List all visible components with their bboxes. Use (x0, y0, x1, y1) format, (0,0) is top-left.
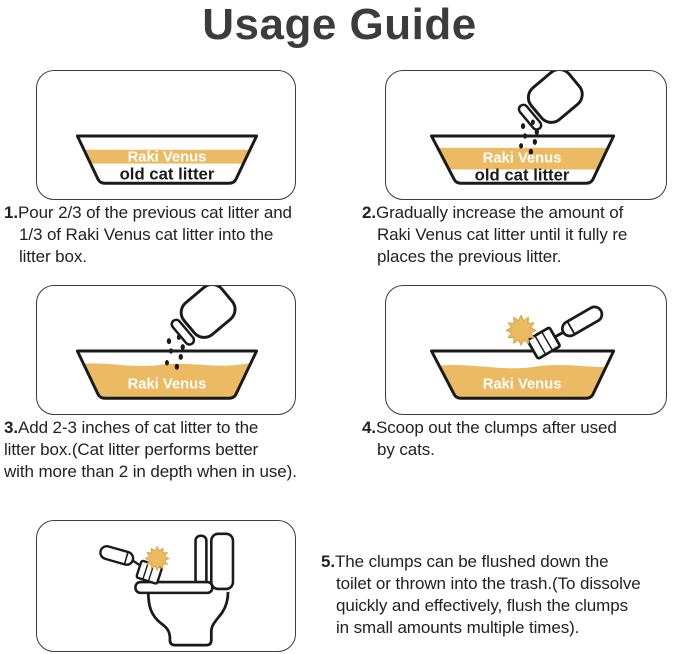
step-3-number: 3. (4, 418, 18, 437)
old-litter-label: old cat litter (119, 164, 215, 184)
step-2-line-3: places the previous litter. (377, 247, 562, 266)
step-4-number: 4. (362, 418, 376, 437)
step-4-line-1: Scoop out the clumps after used (375, 418, 617, 437)
new-litter-label: Raki Venus (127, 376, 207, 393)
toilet-lid (196, 536, 207, 585)
step-2-number: 2. (362, 203, 376, 222)
step-5-text (321, 551, 679, 639)
litter-box-pouring-graphic (386, 71, 666, 199)
new-litter-label: Raki Venus (127, 149, 207, 166)
toilet-seat (135, 582, 212, 593)
litter-box-scooping-graphic (386, 286, 666, 414)
step-3-line-2: litter box.(Cat litter performs better (4, 440, 259, 459)
litter-box-full-graphic (37, 286, 295, 414)
toilet-tank (211, 534, 233, 589)
step-3-line-3: with more than 2 in depth when in use). (4, 462, 297, 481)
page-title: Usage Guide (202, 0, 477, 49)
step-2-text (362, 202, 679, 268)
step-3-illustration-panel (36, 285, 296, 415)
step-2-illustration-panel (385, 70, 667, 200)
step-1-line-2: 1/3 of Raki Venus cat litter into the (19, 225, 274, 244)
toilet-flush-graphic (37, 521, 295, 651)
step-4-illustration-panel (385, 285, 667, 415)
step-5-illustration-panel (36, 520, 296, 652)
step-1-line-3: litter box. (19, 247, 87, 266)
step-5-line-3: quickly and effectively, flush the clumps (336, 596, 628, 615)
step-4-text (362, 417, 679, 461)
step-2-line-2: Raki Venus cat litter until it fully re (377, 225, 628, 244)
step-5-line-1: The clumps can be flushed down the (334, 552, 609, 571)
new-litter-label: Raki Venus (482, 376, 562, 393)
step-3-text (4, 417, 350, 483)
old-litter-label: old cat litter (474, 165, 570, 185)
step-1-number: 1. (4, 203, 18, 222)
step-3-line-1: Add 2-3 inches of cat litter to the (17, 418, 259, 437)
step-5-line-2: toilet or thrown into the trash.(To dissolve (336, 574, 641, 593)
step-5-number: 5. (321, 552, 335, 571)
toilet-bowl (148, 592, 228, 645)
new-litter-label: Raki Venus (482, 150, 562, 167)
step-4-line-2: by cats. (377, 440, 435, 459)
step-1-illustration-panel (36, 70, 296, 200)
litter-bag-graphic (166, 286, 240, 351)
step-2-line-1: Gradually increase the amount of (375, 203, 624, 222)
step-5-line-4: in small amounts multiple times). (336, 618, 580, 637)
litter-box-mixed-graphic (37, 71, 295, 199)
step-1-text (4, 202, 350, 268)
step-1-line-1: Pour 2/3 of the previous cat litter and (17, 203, 292, 222)
